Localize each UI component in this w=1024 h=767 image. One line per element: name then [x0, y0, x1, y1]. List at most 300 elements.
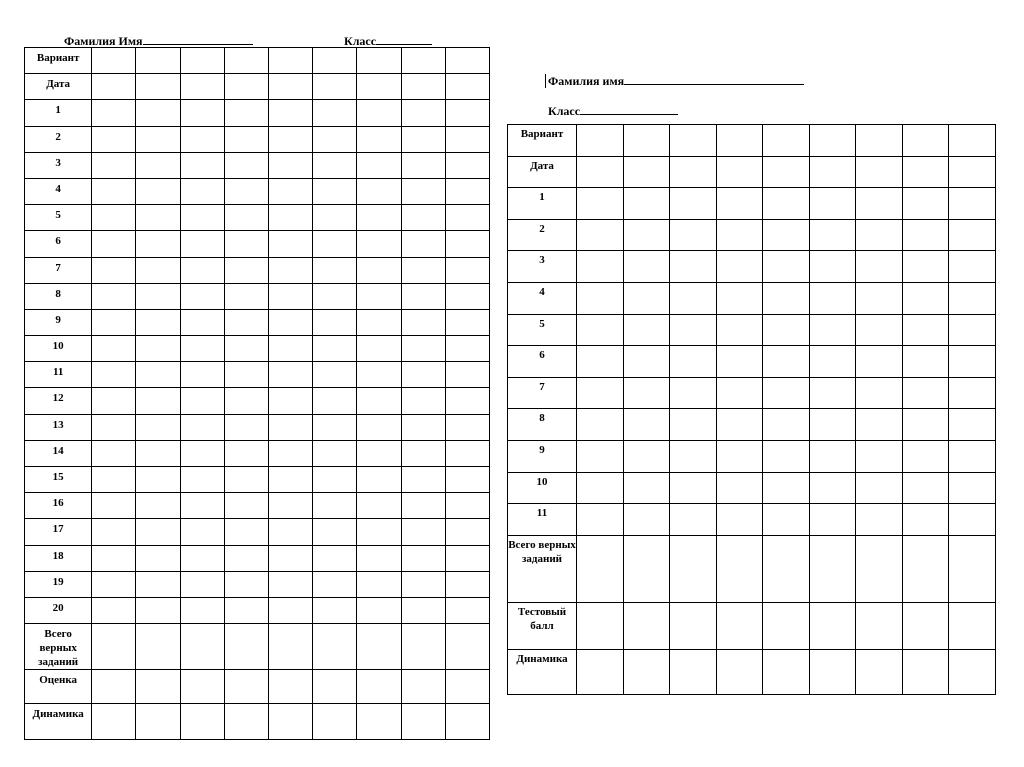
table-cell[interactable] [269, 670, 313, 704]
table-cell[interactable] [136, 362, 180, 388]
table-cell[interactable] [401, 178, 445, 204]
table-cell[interactable] [902, 188, 949, 220]
table-cell[interactable] [763, 649, 810, 694]
table-cell[interactable] [902, 156, 949, 188]
table-cell[interactable] [224, 493, 268, 519]
table-cell[interactable] [445, 309, 489, 335]
table-cell[interactable] [949, 156, 996, 188]
table-cell[interactable] [445, 493, 489, 519]
table-cell[interactable] [809, 314, 856, 346]
table-cell[interactable] [445, 704, 489, 740]
table-cell[interactable] [763, 535, 810, 602]
table-cell[interactable] [949, 504, 996, 536]
table-cell[interactable] [902, 440, 949, 472]
table-cell[interactable] [180, 388, 224, 414]
table-cell[interactable] [445, 126, 489, 152]
table-cell[interactable] [716, 602, 763, 649]
table-cell[interactable] [180, 126, 224, 152]
table-cell[interactable] [180, 336, 224, 362]
table-cell[interactable] [670, 409, 717, 441]
table-cell[interactable] [357, 309, 401, 335]
table-cell[interactable] [445, 440, 489, 466]
table-cell[interactable] [856, 649, 903, 694]
table-cell[interactable] [224, 388, 268, 414]
table-cell[interactable] [357, 597, 401, 623]
table-cell[interactable] [92, 178, 136, 204]
table-cell[interactable] [445, 178, 489, 204]
table-cell[interactable] [763, 472, 810, 504]
table-cell[interactable] [269, 178, 313, 204]
table-cell[interactable] [401, 414, 445, 440]
table-cell[interactable] [313, 205, 357, 231]
table-cell[interactable] [92, 100, 136, 126]
table-cell[interactable] [623, 440, 670, 472]
table-cell[interactable] [856, 282, 903, 314]
table-cell[interactable] [357, 205, 401, 231]
table-cell[interactable] [401, 440, 445, 466]
table-cell[interactable] [180, 670, 224, 704]
table-cell[interactable] [180, 624, 224, 670]
table-cell[interactable] [401, 467, 445, 493]
table-cell[interactable] [577, 282, 624, 314]
table-cell[interactable] [180, 257, 224, 283]
table-cell[interactable] [856, 472, 903, 504]
table-cell[interactable] [623, 649, 670, 694]
table-cell[interactable] [313, 388, 357, 414]
table-cell[interactable] [92, 152, 136, 178]
table-cell[interactable] [180, 467, 224, 493]
table-cell[interactable] [224, 414, 268, 440]
table-cell[interactable] [224, 624, 268, 670]
table-cell[interactable] [809, 377, 856, 409]
table-cell[interactable] [224, 519, 268, 545]
table-cell[interactable] [269, 205, 313, 231]
table-cell[interactable] [577, 649, 624, 694]
table-cell[interactable] [670, 251, 717, 283]
table-cell[interactable] [577, 602, 624, 649]
table-cell[interactable] [670, 188, 717, 220]
table-cell[interactable] [809, 535, 856, 602]
table-cell[interactable] [401, 257, 445, 283]
table-cell[interactable] [269, 231, 313, 257]
table-cell[interactable] [902, 649, 949, 694]
table-cell[interactable] [401, 597, 445, 623]
table-cell[interactable] [809, 282, 856, 314]
table-cell[interactable] [136, 178, 180, 204]
table-cell[interactable] [357, 126, 401, 152]
table-cell[interactable] [716, 440, 763, 472]
table-cell[interactable] [92, 309, 136, 335]
table-cell[interactable] [313, 414, 357, 440]
table-cell[interactable] [445, 545, 489, 571]
table-cell[interactable] [401, 126, 445, 152]
table-cell[interactable] [180, 519, 224, 545]
table-cell[interactable] [401, 571, 445, 597]
table-cell[interactable] [357, 571, 401, 597]
table-cell[interactable] [357, 231, 401, 257]
table-cell[interactable] [92, 231, 136, 257]
table-cell[interactable] [902, 377, 949, 409]
table-cell[interactable] [180, 414, 224, 440]
table-cell[interactable] [623, 282, 670, 314]
table-cell[interactable] [902, 219, 949, 251]
table-cell[interactable] [357, 440, 401, 466]
table-cell[interactable] [357, 48, 401, 74]
table-cell[interactable] [902, 282, 949, 314]
table-cell[interactable] [313, 440, 357, 466]
table-cell[interactable] [716, 504, 763, 536]
table-cell[interactable] [401, 152, 445, 178]
table-cell[interactable] [92, 624, 136, 670]
table-cell[interactable] [180, 309, 224, 335]
table-cell[interactable] [949, 440, 996, 472]
table-cell[interactable] [716, 125, 763, 157]
table-cell[interactable] [949, 125, 996, 157]
table-cell[interactable] [313, 231, 357, 257]
table-cell[interactable] [445, 467, 489, 493]
table-cell[interactable] [269, 493, 313, 519]
table-cell[interactable] [136, 231, 180, 257]
table-cell[interactable] [224, 571, 268, 597]
table-cell[interactable] [401, 624, 445, 670]
table-cell[interactable] [92, 467, 136, 493]
table-cell[interactable] [623, 472, 670, 504]
table-cell[interactable] [809, 649, 856, 694]
table-cell[interactable] [763, 219, 810, 251]
table-cell[interactable] [357, 493, 401, 519]
table-cell[interactable] [902, 314, 949, 346]
table-cell[interactable] [357, 74, 401, 100]
table-cell[interactable] [401, 283, 445, 309]
table-cell[interactable] [401, 74, 445, 100]
table-cell[interactable] [313, 597, 357, 623]
table-cell[interactable] [313, 74, 357, 100]
table-cell[interactable] [445, 336, 489, 362]
table-cell[interactable] [577, 346, 624, 378]
table-cell[interactable] [136, 704, 180, 740]
table-cell[interactable] [357, 545, 401, 571]
table-cell[interactable] [92, 440, 136, 466]
table-cell[interactable] [92, 519, 136, 545]
table-cell[interactable] [856, 188, 903, 220]
table-cell[interactable] [269, 100, 313, 126]
table-cell[interactable] [809, 504, 856, 536]
table-cell[interactable] [136, 74, 180, 100]
table-cell[interactable] [180, 545, 224, 571]
table-cell[interactable] [401, 388, 445, 414]
table-cell[interactable] [856, 346, 903, 378]
table-cell[interactable] [445, 231, 489, 257]
table-cell[interactable] [180, 205, 224, 231]
table-cell[interactable] [92, 205, 136, 231]
table-cell[interactable] [269, 388, 313, 414]
table-cell[interactable] [763, 156, 810, 188]
table-cell[interactable] [716, 251, 763, 283]
table-cell[interactable] [136, 414, 180, 440]
table-cell[interactable] [623, 219, 670, 251]
table-cell[interactable] [180, 283, 224, 309]
table-cell[interactable] [623, 125, 670, 157]
table-cell[interactable] [92, 74, 136, 100]
table-cell[interactable] [357, 467, 401, 493]
table-cell[interactable] [136, 309, 180, 335]
table-cell[interactable] [313, 100, 357, 126]
table-cell[interactable] [92, 597, 136, 623]
table-cell[interactable] [763, 504, 810, 536]
table-cell[interactable] [670, 377, 717, 409]
table-cell[interactable] [269, 336, 313, 362]
table-cell[interactable] [401, 231, 445, 257]
table-cell[interactable] [763, 125, 810, 157]
table-cell[interactable] [623, 504, 670, 536]
table-cell[interactable] [716, 346, 763, 378]
table-cell[interactable] [136, 597, 180, 623]
table-cell[interactable] [949, 377, 996, 409]
table-cell[interactable] [224, 152, 268, 178]
table-cell[interactable] [670, 649, 717, 694]
table-cell[interactable] [809, 409, 856, 441]
table-cell[interactable] [224, 336, 268, 362]
table-cell[interactable] [577, 504, 624, 536]
table-cell[interactable] [445, 519, 489, 545]
table-cell[interactable] [670, 282, 717, 314]
table-cell[interactable] [224, 48, 268, 74]
table-cell[interactable] [92, 257, 136, 283]
table-cell[interactable] [92, 704, 136, 740]
table-cell[interactable] [856, 409, 903, 441]
table-cell[interactable] [180, 597, 224, 623]
table-cell[interactable] [809, 472, 856, 504]
table-cell[interactable] [763, 440, 810, 472]
table-cell[interactable] [357, 152, 401, 178]
table-cell[interactable] [949, 188, 996, 220]
table-cell[interactable] [136, 467, 180, 493]
table-cell[interactable] [623, 314, 670, 346]
table-cell[interactable] [445, 48, 489, 74]
table-cell[interactable] [357, 257, 401, 283]
table-cell[interactable] [92, 283, 136, 309]
table-cell[interactable] [716, 377, 763, 409]
table-cell[interactable] [902, 602, 949, 649]
table-cell[interactable] [445, 205, 489, 231]
table-cell[interactable] [902, 504, 949, 536]
table-cell[interactable] [92, 126, 136, 152]
table-cell[interactable] [949, 535, 996, 602]
table-cell[interactable] [949, 602, 996, 649]
table-cell[interactable] [949, 649, 996, 694]
table-cell[interactable] [357, 388, 401, 414]
table-cell[interactable] [224, 178, 268, 204]
table-cell[interactable] [136, 545, 180, 571]
table-cell[interactable] [269, 440, 313, 466]
table-cell[interactable] [224, 704, 268, 740]
table-cell[interactable] [136, 205, 180, 231]
table-cell[interactable] [716, 535, 763, 602]
table-cell[interactable] [809, 125, 856, 157]
table-cell[interactable] [357, 519, 401, 545]
table-cell[interactable] [949, 282, 996, 314]
table-cell[interactable] [357, 362, 401, 388]
table-cell[interactable] [313, 704, 357, 740]
table-cell[interactable] [180, 493, 224, 519]
table-cell[interactable] [180, 74, 224, 100]
table-cell[interactable] [949, 219, 996, 251]
table-cell[interactable] [902, 125, 949, 157]
table-cell[interactable] [269, 704, 313, 740]
table-cell[interactable] [313, 309, 357, 335]
table-cell[interactable] [623, 535, 670, 602]
table-cell[interactable] [809, 440, 856, 472]
table-cell[interactable] [670, 219, 717, 251]
table-cell[interactable] [716, 409, 763, 441]
table-cell[interactable] [224, 309, 268, 335]
table-cell[interactable] [269, 283, 313, 309]
table-cell[interactable] [763, 377, 810, 409]
table-cell[interactable] [92, 362, 136, 388]
table-cell[interactable] [224, 231, 268, 257]
table-cell[interactable] [445, 414, 489, 440]
table-cell[interactable] [623, 188, 670, 220]
table-cell[interactable] [269, 519, 313, 545]
table-cell[interactable] [136, 336, 180, 362]
table-cell[interactable] [856, 125, 903, 157]
table-cell[interactable] [763, 188, 810, 220]
table-cell[interactable] [809, 251, 856, 283]
table-cell[interactable] [401, 309, 445, 335]
table-cell[interactable] [224, 467, 268, 493]
table-cell[interactable] [92, 493, 136, 519]
table-cell[interactable] [623, 156, 670, 188]
table-cell[interactable] [136, 493, 180, 519]
table-cell[interactable] [313, 467, 357, 493]
table-cell[interactable] [763, 251, 810, 283]
table-cell[interactable] [313, 126, 357, 152]
table-cell[interactable] [401, 48, 445, 74]
table-cell[interactable] [401, 493, 445, 519]
table-cell[interactable] [313, 624, 357, 670]
table-cell[interactable] [92, 388, 136, 414]
table-cell[interactable] [224, 283, 268, 309]
table-cell[interactable] [313, 571, 357, 597]
table-cell[interactable] [136, 519, 180, 545]
table-cell[interactable] [445, 388, 489, 414]
table-cell[interactable] [577, 409, 624, 441]
table-cell[interactable] [357, 100, 401, 126]
table-cell[interactable] [180, 231, 224, 257]
table-cell[interactable] [445, 257, 489, 283]
table-cell[interactable] [856, 440, 903, 472]
table-cell[interactable] [670, 504, 717, 536]
table-cell[interactable] [856, 377, 903, 409]
table-cell[interactable] [577, 314, 624, 346]
table-cell[interactable] [949, 251, 996, 283]
table-cell[interactable] [269, 309, 313, 335]
table-cell[interactable] [763, 282, 810, 314]
table-cell[interactable] [670, 472, 717, 504]
table-cell[interactable] [445, 597, 489, 623]
table-cell[interactable] [809, 602, 856, 649]
table-cell[interactable] [902, 251, 949, 283]
table-cell[interactable] [357, 704, 401, 740]
table-cell[interactable] [623, 377, 670, 409]
table-cell[interactable] [902, 409, 949, 441]
table-cell[interactable] [763, 314, 810, 346]
table-cell[interactable] [577, 440, 624, 472]
table-cell[interactable] [670, 602, 717, 649]
table-cell[interactable] [224, 670, 268, 704]
table-cell[interactable] [180, 100, 224, 126]
table-cell[interactable] [357, 624, 401, 670]
table-cell[interactable] [856, 602, 903, 649]
table-cell[interactable] [902, 472, 949, 504]
table-cell[interactable] [949, 472, 996, 504]
table-cell[interactable] [136, 440, 180, 466]
table-cell[interactable] [313, 257, 357, 283]
table-cell[interactable] [577, 251, 624, 283]
table-cell[interactable] [577, 125, 624, 157]
table-cell[interactable] [445, 74, 489, 100]
table-cell[interactable] [577, 472, 624, 504]
table-cell[interactable] [856, 156, 903, 188]
table-cell[interactable] [577, 219, 624, 251]
table-cell[interactable] [809, 346, 856, 378]
table-cell[interactable] [92, 571, 136, 597]
table-cell[interactable] [269, 571, 313, 597]
table-cell[interactable] [224, 126, 268, 152]
table-cell[interactable] [401, 362, 445, 388]
table-cell[interactable] [763, 346, 810, 378]
table-cell[interactable] [269, 74, 313, 100]
table-cell[interactable] [670, 314, 717, 346]
table-cell[interactable] [577, 377, 624, 409]
table-cell[interactable] [269, 126, 313, 152]
table-cell[interactable] [716, 472, 763, 504]
table-cell[interactable] [856, 251, 903, 283]
table-cell[interactable] [949, 409, 996, 441]
table-cell[interactable] [92, 48, 136, 74]
table-cell[interactable] [401, 519, 445, 545]
table-cell[interactable] [136, 388, 180, 414]
table-cell[interactable] [269, 545, 313, 571]
table-cell[interactable] [92, 414, 136, 440]
table-cell[interactable] [357, 336, 401, 362]
table-cell[interactable] [856, 535, 903, 602]
table-cell[interactable] [136, 283, 180, 309]
table-cell[interactable] [269, 152, 313, 178]
table-cell[interactable] [716, 649, 763, 694]
table-cell[interactable] [401, 545, 445, 571]
table-cell[interactable] [716, 156, 763, 188]
table-cell[interactable] [269, 414, 313, 440]
table-cell[interactable] [92, 336, 136, 362]
table-cell[interactable] [949, 346, 996, 378]
table-cell[interactable] [224, 205, 268, 231]
table-cell[interactable] [180, 48, 224, 74]
table-cell[interactable] [577, 156, 624, 188]
table-cell[interactable] [313, 545, 357, 571]
table-cell[interactable] [136, 152, 180, 178]
table-cell[interactable] [313, 178, 357, 204]
table-cell[interactable] [313, 152, 357, 178]
table-cell[interactable] [224, 100, 268, 126]
table-cell[interactable] [445, 670, 489, 704]
table-cell[interactable] [313, 48, 357, 74]
table-cell[interactable] [716, 282, 763, 314]
table-cell[interactable] [856, 314, 903, 346]
table-cell[interactable] [809, 219, 856, 251]
table-cell[interactable] [445, 152, 489, 178]
table-cell[interactable] [445, 571, 489, 597]
